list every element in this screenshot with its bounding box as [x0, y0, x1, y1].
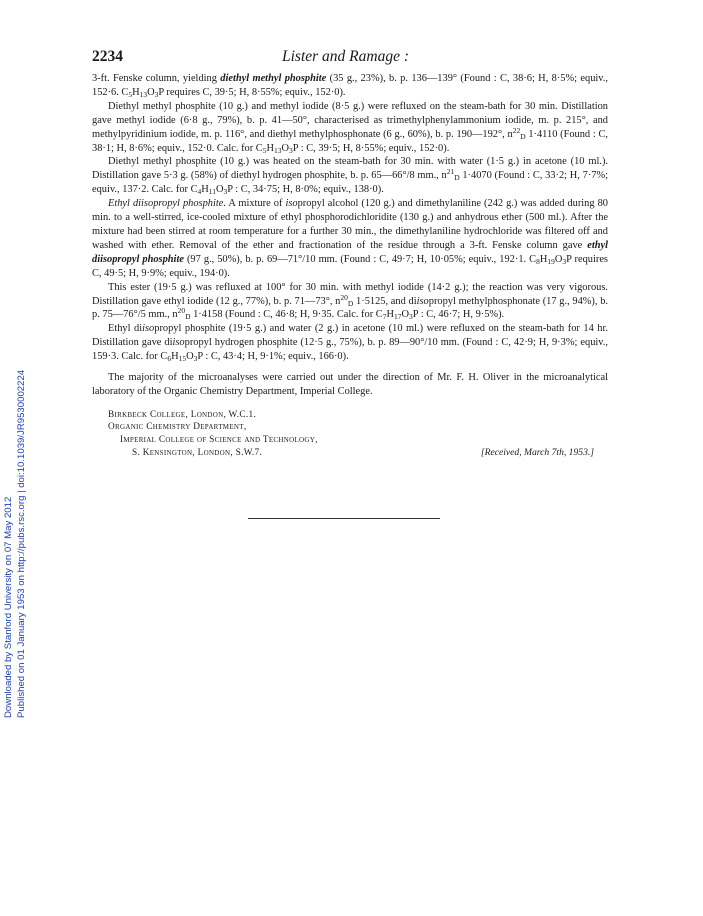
paragraph-3: Diethyl methyl phosphite (10 g.) was heated on the steam-bath for 30 min. with water (1·5 g.) in acetone (10 ml.). Distillation gave 5·3 g. (58%) of diethyl hydrogen phosphite, b. p. 65—66°/8 mm., $n^{21}D$ 1·4070 (Found : C, 33·2; H, 7·7%; equiv., 137·2. Calc. for C4H11O3P : C, 34·75; H, 8·0%; equiv., 138·0). [92, 156, 608, 197]
publication-notice: Published on 01 January 1953 on http://pubs.rsc.org | doi:10.1039/JR9530002224 [16, 369, 27, 718]
section-heading: Ethyl diisopropyl phosphite. [108, 198, 226, 210]
page-header [92, 46, 608, 72]
download-notice: Downloaded by Stanford University on 07 May 2012 [3, 496, 14, 718]
paragraph-1: 3-ft. Fenske column, yielding diethyl methyl phosphite (35 g., 23%), b. p. 136—139° (Found : C, 38·6; H, 8·5%; equiv., 152·6. C5H13O3P requires C, 39·5; H, 8·55%; equiv., 152·0). [92, 73, 608, 99]
address-line-1: Birkbeck College, London, W.C.1. [108, 409, 257, 420]
paragraph-6: Ethyl diisopropyl phosphite (19·5 g.) and water (2 g.) in acetone (10 ml.) were refluxed on the steam-bath for 14 hr. Distillation gave diisopropyl hydrogen phosphite (12·5 g., 75%), b. p. 89—90°/10 mm. (Found : C, 42·9; H, 9·3%; equiv., 159·3. Calc. for C6H15O3P : C, 43·4; H, 9·1%; equiv., 166·0). [92, 323, 608, 364]
article-body [92, 72, 608, 399]
address-line-3: Imperial College of Science and Technology, [120, 435, 318, 446]
running-title: Lister and Ramage : [282, 48, 410, 65]
paragraph-4: Ethyl diisopropyl phosphite. A mixture of isopropyl alcohol (120 g.) and dimethylaniline (242 g.) was added during 80 min. to a well-stirred, ice-cooled mixture of ethyl phosphorodichloridite (130 g.) and anhydrous ether (500 ml.). After the mixture had been stirred at room temperature for a further 30 min., the dimethylaniline hydrochloride was filtered off and washed with ether. Removal of the ether and fractionation of the residue through a 3-ft. Fenske column gave ethyl diisopropyl phosphite (97 g., 50%), b. p. 69—71°/10 mm. (Found : C, 49·7; H, 10·05%; equiv., 192·1. C8H19O3P requires C, 49·5; H, 9·9%; equiv., 194·0). [92, 198, 608, 279]
paragraph-2: Diethyl methyl phosphite (10 g.) and methyl iodide (8·5 g.) were refluxed on the steam-bath for 30 min. Distillation gave methyl iodide (6·8 g., 79%), b. p. 41—50°, characterised as trimethylphenylammonium iodide, m. p. 215°, and methylpyridinium iodide, m. p. 116°, and diethyl methylphosphonate (6 g., 60%), b. p. 190—192°, $n^{22}D$ 1·4110 (Found : C, 38·1; H, 8·6%; equiv., 152·0. Calc. for C5H13O3P : C, 39·5; H, 8·55%; equiv., 152·0). [92, 100, 608, 155]
address-line-4: S. Kensington, London, S.W.7. [132, 447, 263, 458]
page-number: 2234 [92, 48, 123, 65]
author-addresses [92, 409, 608, 459]
download-watermark [0, 0, 34, 916]
received-date: [Received, March 7th, 1953.] [480, 446, 594, 458]
journal-page [92, 46, 608, 459]
paragraph-5: This ester (19·5 g.) was refluxed at 100° for 30 min. with methyl iodide (14·2 g.); the reaction was very vigorous. Distillation gave ethyl iodide (12 g., 77%), b. p. 71—73°, $n^{20}D$ 1·5125, and diisopropyl methylphosphonate (17 g., 94%), b. p. 75—76°/5 mm., $n^{20}D$ 1·4158 (Found : C, 46·8; H, 9·35. Calc. for C7H17O3P : C, 46·7; H, 9·5%). [92, 281, 609, 322]
acknowledgement: The majority of the microanalyses were carried out under the direction of Mr. F. H. Oliver in the microanalytical laboratory of the Organic Chemistry Department, Imperial College. [92, 372, 608, 397]
end-rule [248, 518, 440, 519]
address-line-2: Organic Chemistry Department, [108, 422, 247, 433]
